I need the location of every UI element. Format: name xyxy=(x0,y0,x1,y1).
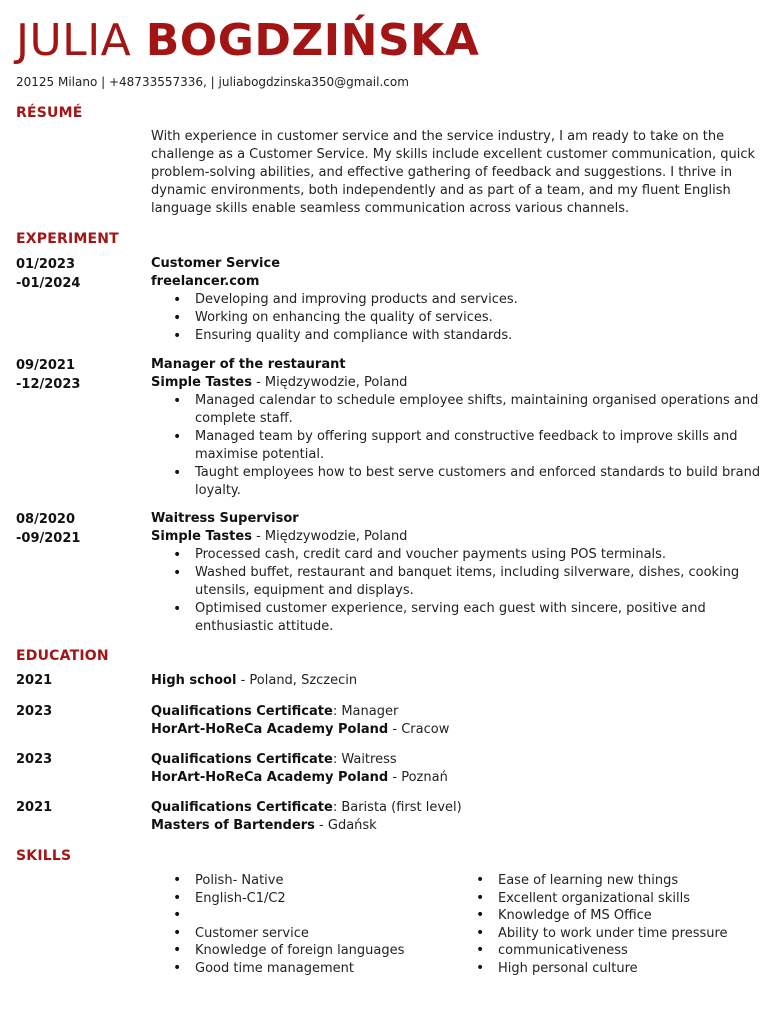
edu-year: 2021 xyxy=(16,673,53,688)
job-3 xyxy=(151,510,761,636)
skill-item: • Ability to work under time pressure xyxy=(474,925,728,943)
list-item: • Processed cash, credit card and voucher payments using POS terminals. xyxy=(171,546,761,564)
list-item: • Ensuring quality and compliance with standards. xyxy=(171,327,761,345)
edu-detail: : Barista (first level) xyxy=(332,800,462,815)
company-name: Simple Tastes xyxy=(151,375,252,390)
skills-list-right xyxy=(474,872,728,978)
skill-item: • Good time management xyxy=(171,960,404,978)
list-item: • Taught employees how to best serve customers and enforced standards to build brand loyalty. xyxy=(171,464,761,500)
job-company xyxy=(151,273,761,291)
job-duties xyxy=(171,291,761,345)
skill-item xyxy=(171,907,404,925)
skill-item: • High personal culture xyxy=(474,960,728,978)
edu-entry-1 xyxy=(151,672,357,690)
edu-certificate: Qualifications Certificate xyxy=(151,704,333,719)
job-1-dates xyxy=(16,255,80,293)
edu-certificate: Qualifications Certificate xyxy=(151,800,333,815)
edu-certificate: Qualifications Certificate xyxy=(151,752,333,767)
job-date-end: -01/2024 xyxy=(16,276,81,291)
list-item: • Working on enhancing the quality of services. xyxy=(171,309,761,327)
job-2-dates xyxy=(16,356,80,394)
candidate-name xyxy=(16,14,479,68)
list-item: • Managed team by offering support and constructive feedback to improve skills and maximise potential. xyxy=(171,428,761,464)
job-duties xyxy=(171,546,761,636)
job-2 xyxy=(151,356,761,500)
skill-item: • Polish- Native xyxy=(171,872,404,890)
section-title-education: EDUCATION xyxy=(16,648,109,664)
skill-item: • Knowledge of foreign languages xyxy=(171,942,404,960)
list-item: • Optimised customer experience, serving each guest with sincere, positive and enthusiastic attitude. xyxy=(171,600,761,636)
skill-item: • Excellent organizational skills xyxy=(474,890,728,908)
job-company xyxy=(151,374,761,392)
skill-item: • English-C1/C2 xyxy=(171,890,404,908)
section-title-experience: EXPERIMENT xyxy=(16,231,119,247)
job-date-end: -12/2023 xyxy=(16,377,81,392)
edu-entry-2 xyxy=(151,703,449,739)
edu-location: - Poznań xyxy=(388,770,448,785)
list-item: • Developing and improving products and services. xyxy=(171,291,761,309)
job-company xyxy=(151,528,761,546)
job-3-dates xyxy=(16,510,80,548)
job-title: Customer Service xyxy=(151,256,281,271)
skill-item: • communicativeness xyxy=(474,942,728,960)
company-location: - Międzywodzie, Poland xyxy=(251,529,408,544)
edu-location: - Cracow xyxy=(388,722,450,737)
list-item: • Managed calendar to schedule employee shifts, maintaining organised operations and complete staff. xyxy=(171,392,761,428)
company-location: - Międzywodzie, Poland xyxy=(251,375,408,390)
summary-text: With experience in customer service and the service industry, I am ready to take on the challenge as a Customer Service. My skills include excellent customer communication, quick problem-solving abilities, and effective gathering of feedback and suggestions. I thrive in dynamic environments, both independently and as part of a team, and my fluent English language skills enable seamless communication across various channels. xyxy=(151,129,756,216)
first-name: JULIA xyxy=(16,15,146,66)
edu-year: 2023 xyxy=(16,704,53,719)
job-date-start: 09/2021 xyxy=(16,358,76,373)
job-1 xyxy=(151,255,761,345)
skills-list-left xyxy=(171,872,404,978)
job-title: Manager of the restaurant xyxy=(151,357,346,372)
section-title-skills: SKILLS xyxy=(16,848,72,864)
skill-item: • Knowledge of MS Office xyxy=(474,907,728,925)
job-date-end: -09/2021 xyxy=(16,531,81,546)
edu-location: - Gdańsk xyxy=(314,818,377,833)
skill-item: • Customer service xyxy=(171,925,404,943)
job-date-start: 08/2020 xyxy=(16,512,76,527)
edu-detail: - Poland, Szczecin xyxy=(236,673,358,688)
edu-detail: : Manager xyxy=(332,704,399,719)
edu-institution: HorArt-HoReCa Academy Poland xyxy=(151,722,389,737)
job-date-start: 01/2023 xyxy=(16,257,76,272)
edu-institution: HorArt-HoReCa Academy Poland xyxy=(151,770,389,785)
edu-entry-4 xyxy=(151,799,462,835)
company-name: Simple Tastes xyxy=(151,529,252,544)
edu-school: High school xyxy=(151,673,237,688)
edu-entry-3 xyxy=(151,751,448,787)
job-title: Waitress Supervisor xyxy=(151,511,299,526)
edu-detail: : Waitress xyxy=(332,752,397,767)
company-name: freelancer.com xyxy=(151,274,260,289)
job-duties xyxy=(171,392,761,500)
last-name: BOGDZIŃSKA xyxy=(145,15,480,66)
contact-line: 20125 Milano | +48733557336, | juliabogdzinska350@gmail.com xyxy=(16,75,409,89)
edu-year: 2023 xyxy=(16,752,53,767)
edu-year: 2021 xyxy=(16,800,53,815)
edu-institution: Masters of Bartenders xyxy=(151,818,315,833)
section-title-resume: RÉSUMÉ xyxy=(16,105,83,121)
skill-item: • Ease of learning new things xyxy=(474,872,728,890)
list-item: • Washed buffet, restaurant and banquet items, including silverware, dishes, cooking utensils, equipment and displays. xyxy=(171,564,761,600)
